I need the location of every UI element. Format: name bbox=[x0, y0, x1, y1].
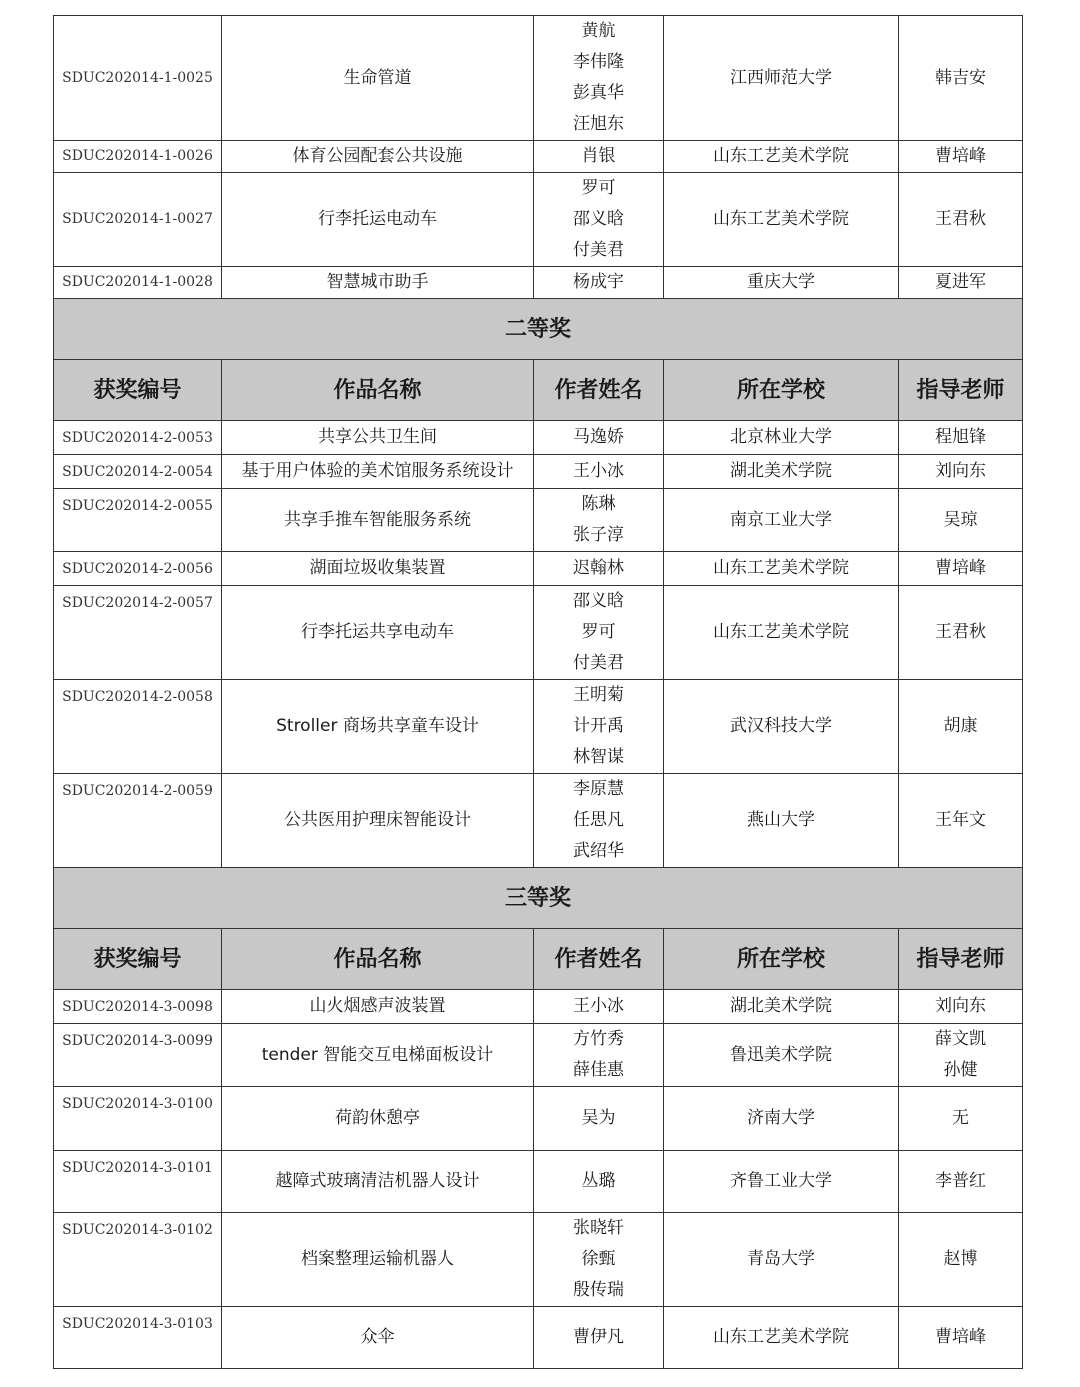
authors-cell bbox=[534, 173, 664, 267]
award-id: SDUC202014-2-0054 bbox=[54, 455, 222, 489]
school: 山东工艺美术学院 bbox=[664, 173, 899, 267]
table-row bbox=[54, 489, 1023, 552]
authors-cell bbox=[534, 990, 664, 1024]
work-title: 生命管道 bbox=[222, 16, 534, 141]
advisors-line: 韩吉安 bbox=[935, 67, 986, 88]
award-id: SDUC202014-3-0103 bbox=[54, 1307, 222, 1369]
column-header: 作者姓名 bbox=[534, 360, 664, 421]
advisors-line: 赵博 bbox=[943, 1249, 978, 1269]
header-row bbox=[54, 360, 1023, 421]
awards-table-body bbox=[54, 16, 1023, 1369]
header-row bbox=[54, 929, 1023, 990]
work-title: 荷韵休憩亭 bbox=[222, 1087, 534, 1151]
advisors-cell bbox=[899, 586, 1023, 680]
authors-cell bbox=[534, 552, 664, 586]
advisors-line: 王君秋 bbox=[935, 622, 986, 642]
authors-line: 徐甄 bbox=[581, 1249, 616, 1269]
advisors-cell bbox=[899, 16, 1023, 141]
authors-line: 李原慧 bbox=[573, 779, 624, 799]
authors-line: 曹伊凡 bbox=[573, 1327, 624, 1347]
column-header: 指导老师 bbox=[899, 929, 1023, 990]
authors-cell bbox=[534, 1151, 664, 1213]
advisors-line: 孙健 bbox=[943, 1060, 978, 1080]
third-prize-section-title: 三等奖 bbox=[54, 868, 1023, 929]
award-id: SDUC202014-1-0027 bbox=[54, 173, 222, 267]
award-id: SDUC202014-3-0098 bbox=[54, 990, 222, 1024]
second-prize-section bbox=[54, 299, 1023, 360]
authors-line: 张晓轩 bbox=[573, 1218, 624, 1238]
school: 北京林业大学 bbox=[664, 421, 899, 455]
work-title: 行李托运电动车 bbox=[222, 173, 534, 267]
column-header: 获奖编号 bbox=[54, 360, 222, 421]
award-id: SDUC202014-2-0057 bbox=[54, 586, 222, 680]
authors-line: 丛璐 bbox=[581, 1171, 616, 1191]
advisors-line: 胡康 bbox=[943, 716, 978, 736]
work-title: 众伞 bbox=[222, 1307, 534, 1369]
award-id: SDUC202014-2-0058 bbox=[54, 680, 222, 774]
advisors-cell bbox=[899, 455, 1023, 489]
authors-cell bbox=[534, 455, 664, 489]
authors-line: 陈琳 bbox=[581, 494, 616, 514]
column-header: 获奖编号 bbox=[54, 929, 222, 990]
table-row bbox=[54, 141, 1023, 173]
award-id: SDUC202014-1-0028 bbox=[54, 267, 222, 299]
column-header: 指导老师 bbox=[899, 360, 1023, 421]
authors-line: 王明菊 bbox=[573, 685, 624, 705]
work-title: 智慧城市助手 bbox=[222, 267, 534, 299]
authors-cell bbox=[534, 267, 664, 299]
authors-line: 汪旭东 bbox=[573, 114, 624, 134]
advisors-line: 曹培峰 bbox=[935, 146, 986, 166]
advisors-cell bbox=[899, 1213, 1023, 1307]
third-prize-section bbox=[54, 868, 1023, 929]
work-title: 行李托运共享电动车 bbox=[222, 586, 534, 680]
authors-line: 黄航 bbox=[581, 21, 616, 41]
advisors-line: 王年文 bbox=[935, 810, 986, 830]
authors-line: 肖银 bbox=[581, 146, 616, 166]
authors-cell bbox=[534, 16, 664, 141]
column-header: 作品名称 bbox=[222, 929, 534, 990]
column-header: 所在学校 bbox=[664, 360, 899, 421]
award-id: SDUC202014-2-0059 bbox=[54, 774, 222, 868]
authors-line: 迟翰林 bbox=[573, 558, 624, 578]
advisors-line: 薛文凯 bbox=[935, 1029, 986, 1049]
authors-cell bbox=[534, 141, 664, 173]
authors-cell bbox=[534, 1024, 664, 1087]
award-id: SDUC202014-3-0102 bbox=[54, 1213, 222, 1307]
work-title: Stroller 商场共享童车设计 bbox=[222, 680, 534, 774]
table-row bbox=[54, 1151, 1023, 1213]
second-prize-section-title: 二等奖 bbox=[54, 299, 1023, 360]
advisors-line: 吴琼 bbox=[943, 509, 978, 530]
table-row bbox=[54, 16, 1023, 141]
authors-line: 罗可 bbox=[581, 622, 616, 642]
authors-line: 方竹秀 bbox=[573, 1029, 624, 1049]
authors-line: 罗可 bbox=[581, 178, 616, 198]
advisors-cell bbox=[899, 680, 1023, 774]
authors-line: 林智谋 bbox=[573, 747, 624, 767]
column-header: 作品名称 bbox=[222, 360, 534, 421]
school: 青岛大学 bbox=[664, 1213, 899, 1307]
advisors-cell bbox=[899, 489, 1023, 552]
authors-cell bbox=[534, 680, 664, 774]
table-row bbox=[54, 586, 1023, 680]
work-title: 体育公园配套公共设施 bbox=[222, 141, 534, 173]
authors-cell bbox=[534, 586, 664, 680]
award-id: SDUC202014-2-0056 bbox=[54, 552, 222, 586]
school: 武汉科技大学 bbox=[664, 680, 899, 774]
school: 山东工艺美术学院 bbox=[664, 141, 899, 173]
school: 燕山大学 bbox=[664, 774, 899, 868]
table-row bbox=[54, 1087, 1023, 1151]
authors-line: 殷传瑞 bbox=[573, 1280, 624, 1300]
work-title: 湖面垃圾收集装置 bbox=[222, 552, 534, 586]
advisors-line: 李普红 bbox=[935, 1171, 986, 1191]
table-row bbox=[54, 173, 1023, 267]
table-row bbox=[54, 552, 1023, 586]
award-id: SDUC202014-3-0100 bbox=[54, 1087, 222, 1151]
work-title: 基于用户体验的美术馆服务系统设计 bbox=[222, 455, 534, 489]
school: 重庆大学 bbox=[664, 267, 899, 299]
table-row bbox=[54, 267, 1023, 299]
school: 齐鲁工业大学 bbox=[664, 1151, 899, 1213]
authors-line: 彭真华 bbox=[573, 83, 624, 103]
award-id: SDUC202014-2-0053 bbox=[54, 421, 222, 455]
authors-line: 张子淳 bbox=[573, 525, 624, 545]
authors-cell bbox=[534, 421, 664, 455]
school: 湖北美术学院 bbox=[664, 455, 899, 489]
work-title: 共享手推车智能服务系统 bbox=[222, 489, 534, 552]
table-row bbox=[54, 421, 1023, 455]
authors-line: 付美君 bbox=[573, 240, 624, 260]
authors-cell bbox=[534, 489, 664, 552]
table-row bbox=[54, 1307, 1023, 1369]
school: 济南大学 bbox=[664, 1087, 899, 1151]
authors-line: 马逸娇 bbox=[573, 427, 624, 447]
advisors-line: 刘向东 bbox=[935, 461, 986, 481]
authors-line: 邵义晗 bbox=[573, 209, 624, 229]
table-row bbox=[54, 455, 1023, 489]
authors-line: 王小冰 bbox=[573, 461, 624, 481]
school: 南京工业大学 bbox=[664, 489, 899, 552]
advisors-cell bbox=[899, 1087, 1023, 1151]
award-id: SDUC202014-3-0101 bbox=[54, 1151, 222, 1213]
award-id: SDUC202014-3-0099 bbox=[54, 1024, 222, 1087]
award-id: SDUC202014-2-0055 bbox=[54, 489, 222, 552]
advisors-cell bbox=[899, 173, 1023, 267]
awards-table bbox=[53, 15, 1023, 1369]
school: 湖北美术学院 bbox=[664, 990, 899, 1024]
advisors-cell bbox=[899, 1024, 1023, 1087]
authors-line: 邵义晗 bbox=[573, 591, 624, 611]
advisors-cell bbox=[899, 774, 1023, 868]
award-id: SDUC202014-1-0025 bbox=[54, 16, 222, 141]
authors-cell bbox=[534, 1213, 664, 1307]
authors-cell bbox=[534, 774, 664, 868]
work-title: 共享公共卫生间 bbox=[222, 421, 534, 455]
award-id: SDUC202014-1-0026 bbox=[54, 141, 222, 173]
school: 山东工艺美术学院 bbox=[664, 586, 899, 680]
work-title: 公共医用护理床智能设计 bbox=[222, 774, 534, 868]
advisors-line: 刘向东 bbox=[935, 996, 986, 1016]
advisors-line: 夏进军 bbox=[935, 272, 986, 292]
authors-line: 付美君 bbox=[573, 653, 624, 673]
authors-line: 计开禹 bbox=[573, 716, 624, 736]
school: 山东工艺美术学院 bbox=[664, 552, 899, 586]
advisors-cell bbox=[899, 267, 1023, 299]
work-title: 越障式玻璃清洁机器人设计 bbox=[222, 1151, 534, 1213]
work-title: 山火烟感声波装置 bbox=[222, 990, 534, 1024]
authors-line: 武绍华 bbox=[573, 841, 624, 861]
table-row bbox=[54, 774, 1023, 868]
authors-line: 吴为 bbox=[581, 1108, 616, 1128]
authors-line: 薛佳惠 bbox=[573, 1060, 624, 1080]
authors-line: 李伟隆 bbox=[573, 52, 624, 72]
authors-cell bbox=[534, 1087, 664, 1151]
authors-cell bbox=[534, 1307, 664, 1369]
table-row bbox=[54, 1213, 1023, 1307]
table-row bbox=[54, 680, 1023, 774]
work-title: 档案整理运输机器人 bbox=[222, 1213, 534, 1307]
advisors-line: 程旭锋 bbox=[935, 427, 986, 447]
column-header: 所在学校 bbox=[664, 929, 899, 990]
column-header: 作者姓名 bbox=[534, 929, 664, 990]
advisors-line: 曹培峰 bbox=[935, 558, 986, 578]
advisors-cell bbox=[899, 141, 1023, 173]
table-row bbox=[54, 1024, 1023, 1087]
table-row bbox=[54, 990, 1023, 1024]
work-title: tender 智能交互电梯面板设计 bbox=[222, 1024, 534, 1087]
authors-line: 王小冰 bbox=[573, 996, 624, 1016]
authors-line: 杨成宇 bbox=[573, 272, 624, 292]
authors-line: 任思凡 bbox=[573, 810, 624, 830]
school: 鲁迅美术学院 bbox=[664, 1024, 899, 1087]
school: 山东工艺美术学院 bbox=[664, 1307, 899, 1369]
school: 江西师范大学 bbox=[664, 16, 899, 141]
advisors-cell bbox=[899, 552, 1023, 586]
advisors-line: 王君秋 bbox=[935, 209, 986, 229]
advisors-cell bbox=[899, 421, 1023, 455]
advisors-cell bbox=[899, 1307, 1023, 1369]
advisors-line: 无 bbox=[952, 1108, 969, 1128]
advisors-cell bbox=[899, 1151, 1023, 1213]
advisors-cell bbox=[899, 990, 1023, 1024]
advisors-line: 曹培峰 bbox=[935, 1327, 986, 1347]
